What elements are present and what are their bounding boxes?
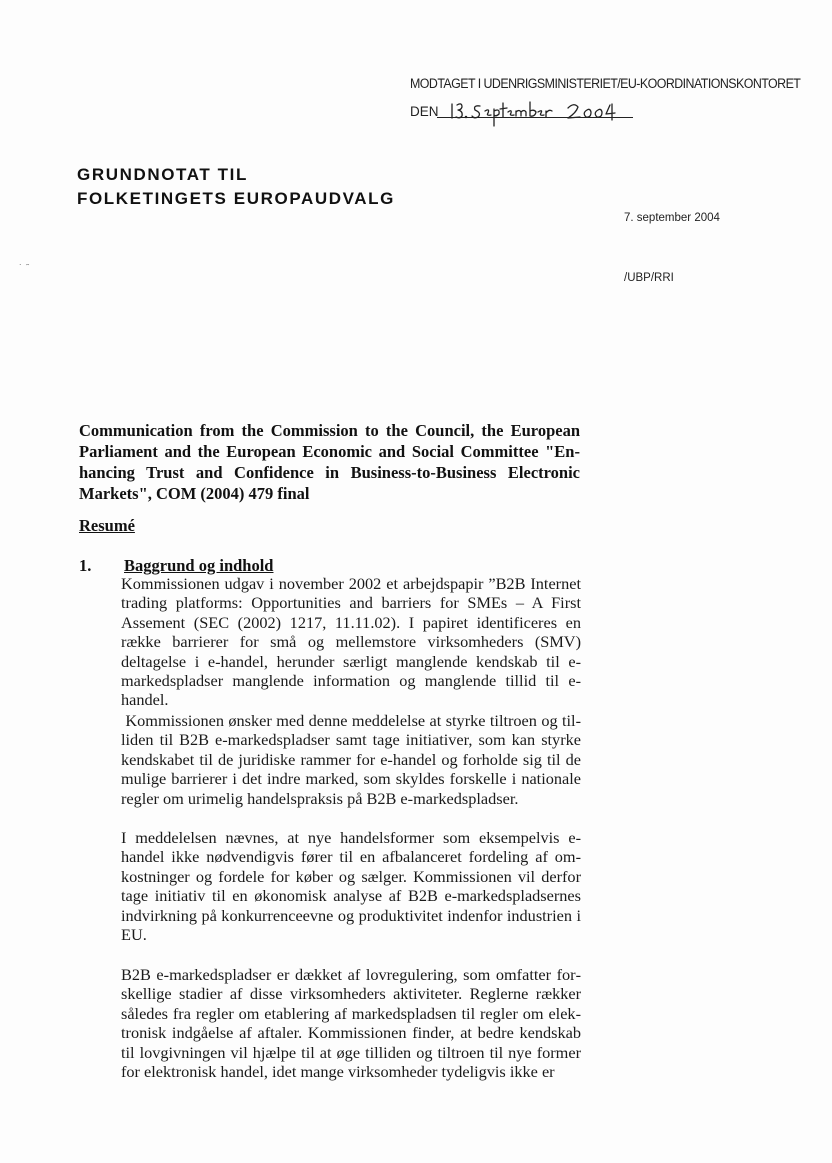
section-number: 1. — [79, 556, 92, 575]
handwritten-date-signature — [448, 96, 638, 132]
scan-speck: ˙ ˜ — [18, 264, 30, 274]
document-date: 7. september 2004 — [624, 212, 720, 224]
handwritten-date-scribble — [448, 96, 638, 132]
body-paragraph: Kommissionen ønsker med denne meddelelse at styrke tiltroen og tilliden til B2B e-markedspladser samt tage initiativer, som kan styrke kendskabet til de juridiske rammer for e-handel og forholde sig til de mulige barrierer i det indre marked, som skyldes forskelle i nationale regler om urimelig handelspraksis på B2B e-markedspladser. — [121, 711, 581, 808]
document-reference: /UBP/RRI — [624, 272, 674, 284]
body-paragraph: I meddelelsen nævnes, at nye handelsformer som eksempelvis e-handel ikke nødvendigvis fører til en afbalanceret fordeling af omkostninger og fordele for køber og sælger. Kommissionen vil derfor tage initiativ til en økonomisk analyse af B2B e-markedspladsernes indvirkning på konkurrenceevne og produktivitet indenfor industrien i EU. — [121, 828, 581, 945]
subject-heading: Communication from the Commission to the Council, the European Parliament and the European Economic and Social Committee "Enhancing Trust and Confidence in Business-to-Business Electronic Markets", COM (2004) 479 final — [79, 421, 580, 503]
body-paragraph: B2B e-markedspladser er dækket af lovregulering, som omfatter forskellige stadier af disse virksomheders aktiviteter. Reglerne rækker således fra regler om etablering af markedspladsen til regler om elektronisk indgåelse af aftaler. Kommissionen finder, at bedre kendskab til lovgivningen vil hjælpe til at øge tilliden og tiltroen til nye former for elektronisk handel, idet mange virksomheder tydeligvis ikke er — [121, 965, 581, 1082]
title-line-2: FOLKETINGETS EUROPAUDVALG — [77, 189, 395, 208]
resume-heading: Resumé — [79, 516, 135, 535]
document-title — [77, 163, 395, 211]
section-title: Baggrund og indhold — [124, 556, 274, 575]
title-line-1: GRUNDNOTAT TIL — [77, 165, 248, 184]
stamp-den-label: DEN — [410, 104, 439, 119]
received-stamp-text: MODTAGET I UDENRIGSMINISTERIET/EU-KOORDINATIONSKONTORET — [410, 76, 801, 91]
body-paragraph: Kommissionen udgav i november 2002 et arbejdspapir ”B2B Internet trading platforms: Opportunities and barriers for SMEs – A First Assement (SEC (2002) 1217, 11.11.02). I papiret identificeres en række barrierer for små og mellemstore virksomheders (SMV) deltagelse i e-handel, herunder særligt manglende kendskab til e-markedspladser manglende information og manglende tillid til e-handel. — [121, 574, 581, 710]
